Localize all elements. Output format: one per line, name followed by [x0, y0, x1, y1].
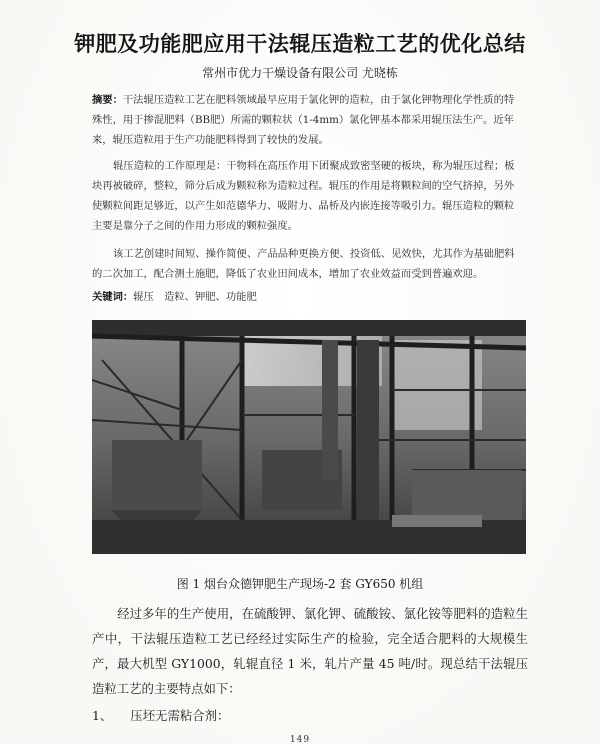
page-number: 149: [289, 735, 311, 744]
figure-caption: 图 1 烟台众德钾肥生产现场-2 套 GY650 机组: [176, 577, 424, 591]
author-affiliation: 常州市优力干燥设备有限公司 尤晓栋: [202, 66, 398, 80]
paragraph-advantages: [92, 244, 524, 284]
abstract-label: 摘要：: [92, 94, 123, 106]
paragraph-text: 该工艺创建时间短、操作简便、产品品种更换方便、投资低、见效快，尤其作为基础肥料的二次加工，配合测土施肥，降低了农业田间成本，增加了农业效益而受到普遍欢迎。: [92, 248, 515, 280]
paragraph-text: 辊压造粒的工作原理是：干物料在高压作用下团聚成致密坚硬的板块，称为辊压过程；板块再被破碎，整粒，筛分后成为颗粒称为造粒过程。辊压的作用是将颗粒间的空气挤掉，另外使颗粒间距足够近，以产生如范德华力、吸附力、晶桥及内嵌连接等吸引力。辊压造粒的颗粒主要是靠分子之间的作用力形成的颗粒强度。: [92, 160, 515, 232]
abstract-text: 干法辊压造粒工艺在肥料领域最早应用于氯化钾的造粒，由于氯化钾物理化学性质的特殊性，用于掺混肥料（BB肥）所需的颗粒状（1-4mm）氯化钾基本都采用辊压法生产。近年来，辊压造粒用于生产功能肥料得到了较快的发展。: [92, 94, 515, 146]
factory-photo: [92, 320, 526, 554]
section-heading: [92, 706, 229, 724]
paragraph-principle: [92, 156, 524, 236]
keywords-text: 辊压 造粒、钾肥、功能肥: [133, 291, 257, 303]
section-title: 压坯无需粘合剂：: [130, 708, 230, 723]
keywords: [92, 287, 524, 307]
body-text: 经过多年的生产使用，在硫酸钾、氯化钾、硫酸铵、氯化铵等肥料的造粒生产中，干法辊压造粒工艺已经经过实际生产的检验，完全适合肥料的大规模生产，最大机型 GY1000，轧辊直径 1 米，轧片产量 45 吨/时。现总结干法辊压造粒工艺的主要特点如下：: [92, 606, 528, 696]
body-paragraph: [92, 601, 528, 701]
section-number: 1、: [92, 708, 113, 723]
factory-photo-image: [92, 320, 526, 554]
paper-title: 钾肥及功能肥应用干法辊压造粒工艺的优化总结: [74, 32, 526, 56]
abstract: [92, 90, 524, 150]
keywords-label: 关键词：: [92, 291, 134, 303]
